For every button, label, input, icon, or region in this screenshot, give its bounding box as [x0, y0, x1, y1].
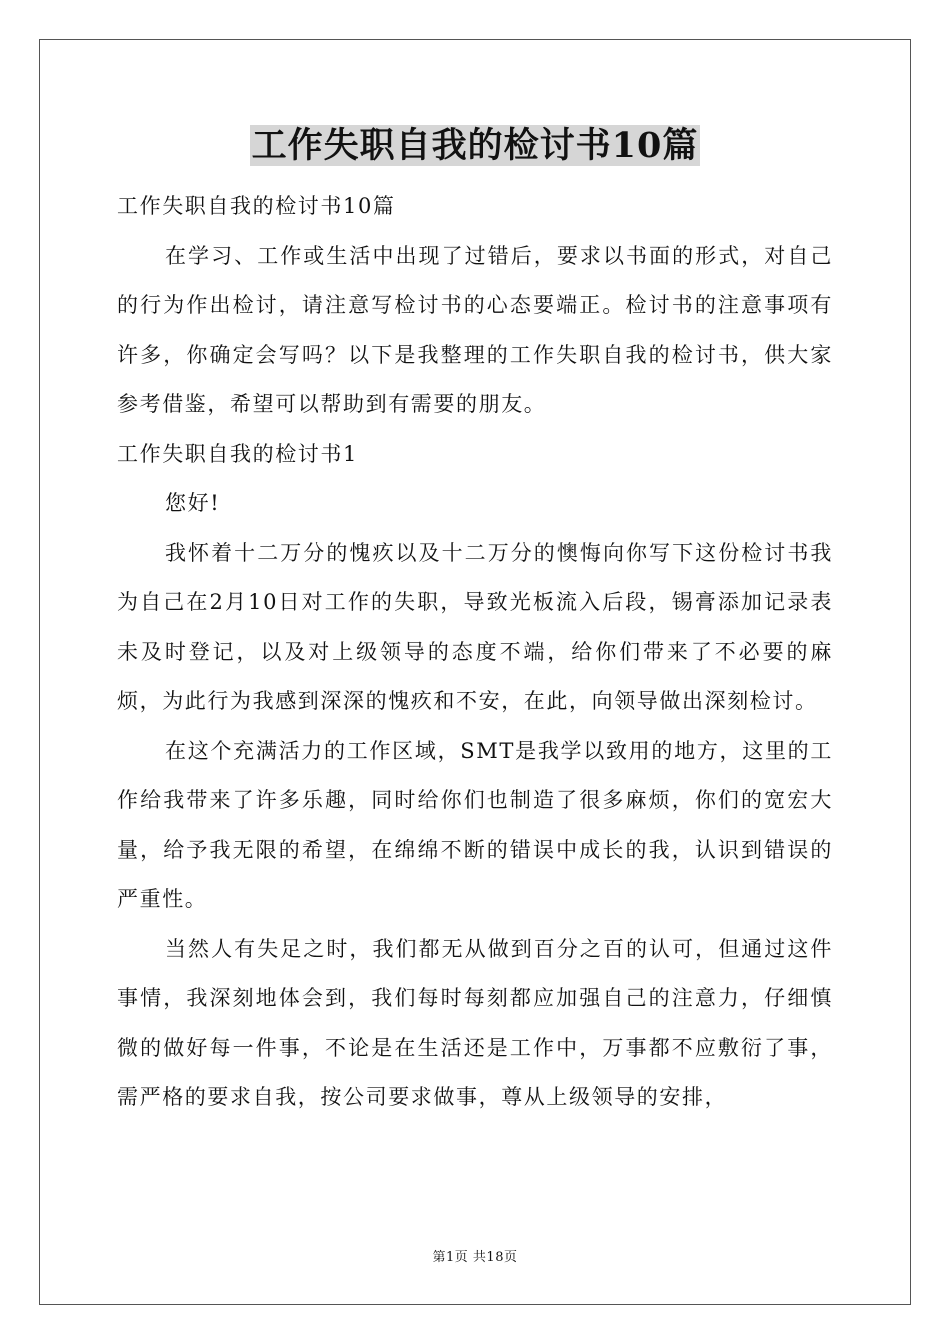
greeting-paragraph: 您好! [165, 491, 221, 515]
body-paragraph: 我怀着十二万分的愧疚以及十二万分的懊悔向你写下这份检讨书我为自己在2月10日对工作的失职，导致光板流入后段，锡膏添加记录表未及时登记，以及对上级领导的态度不端，给你们带来了不必要的麻烦，为此行为我感到深深的愧疚和不安，在此，向领导做出深刻检讨。 [117, 540, 833, 713]
page-number-footer: 第1页 共18页 [432, 1250, 518, 1265]
subtitle-paragraph: 工作失职自我的检讨书10篇 [117, 194, 396, 218]
document-body [117, 182, 833, 1123]
section-heading-1: 工作失职自我的检讨书1 [117, 441, 358, 466]
intro-paragraph: 在学习、工作或生活中出现了过错后，要求以书面的形式，对自己的行为作出检讨，请注意写检讨书的心态要端正。检讨书的注意事项有许多，你确定会写吗？以下是我整理的工作失职自我的检讨书，供大家参考借鉴，希望可以帮助到有需要的朋友。 [117, 243, 833, 416]
body-paragraph: 在这个充满活力的工作区域，SMT是我学以致用的地方，这里的工作给我带来了许多乐趣，同时给你们也制造了很多麻烦，你们的宽宏大量，给予我无限的希望，在绵绵不断的错误中成长的我，认识到错误的严重性。 [117, 738, 833, 911]
document-title-text: 工作失职自我的检讨书10篇 [251, 125, 699, 166]
document-title [0, 122, 950, 170]
body-paragraph: 当然人有失足之时，我们都无从做到百分之百的认可，但通过这件事情，我深刻地体会到，我们每时每刻都应加强自己的注意力，仔细慎微的做好每一件事，不论是在生活还是工作中，万事都不应敷衍了事，需严格的要求自我，按公司要求做事，尊从上级领导的安排， [117, 936, 833, 1109]
